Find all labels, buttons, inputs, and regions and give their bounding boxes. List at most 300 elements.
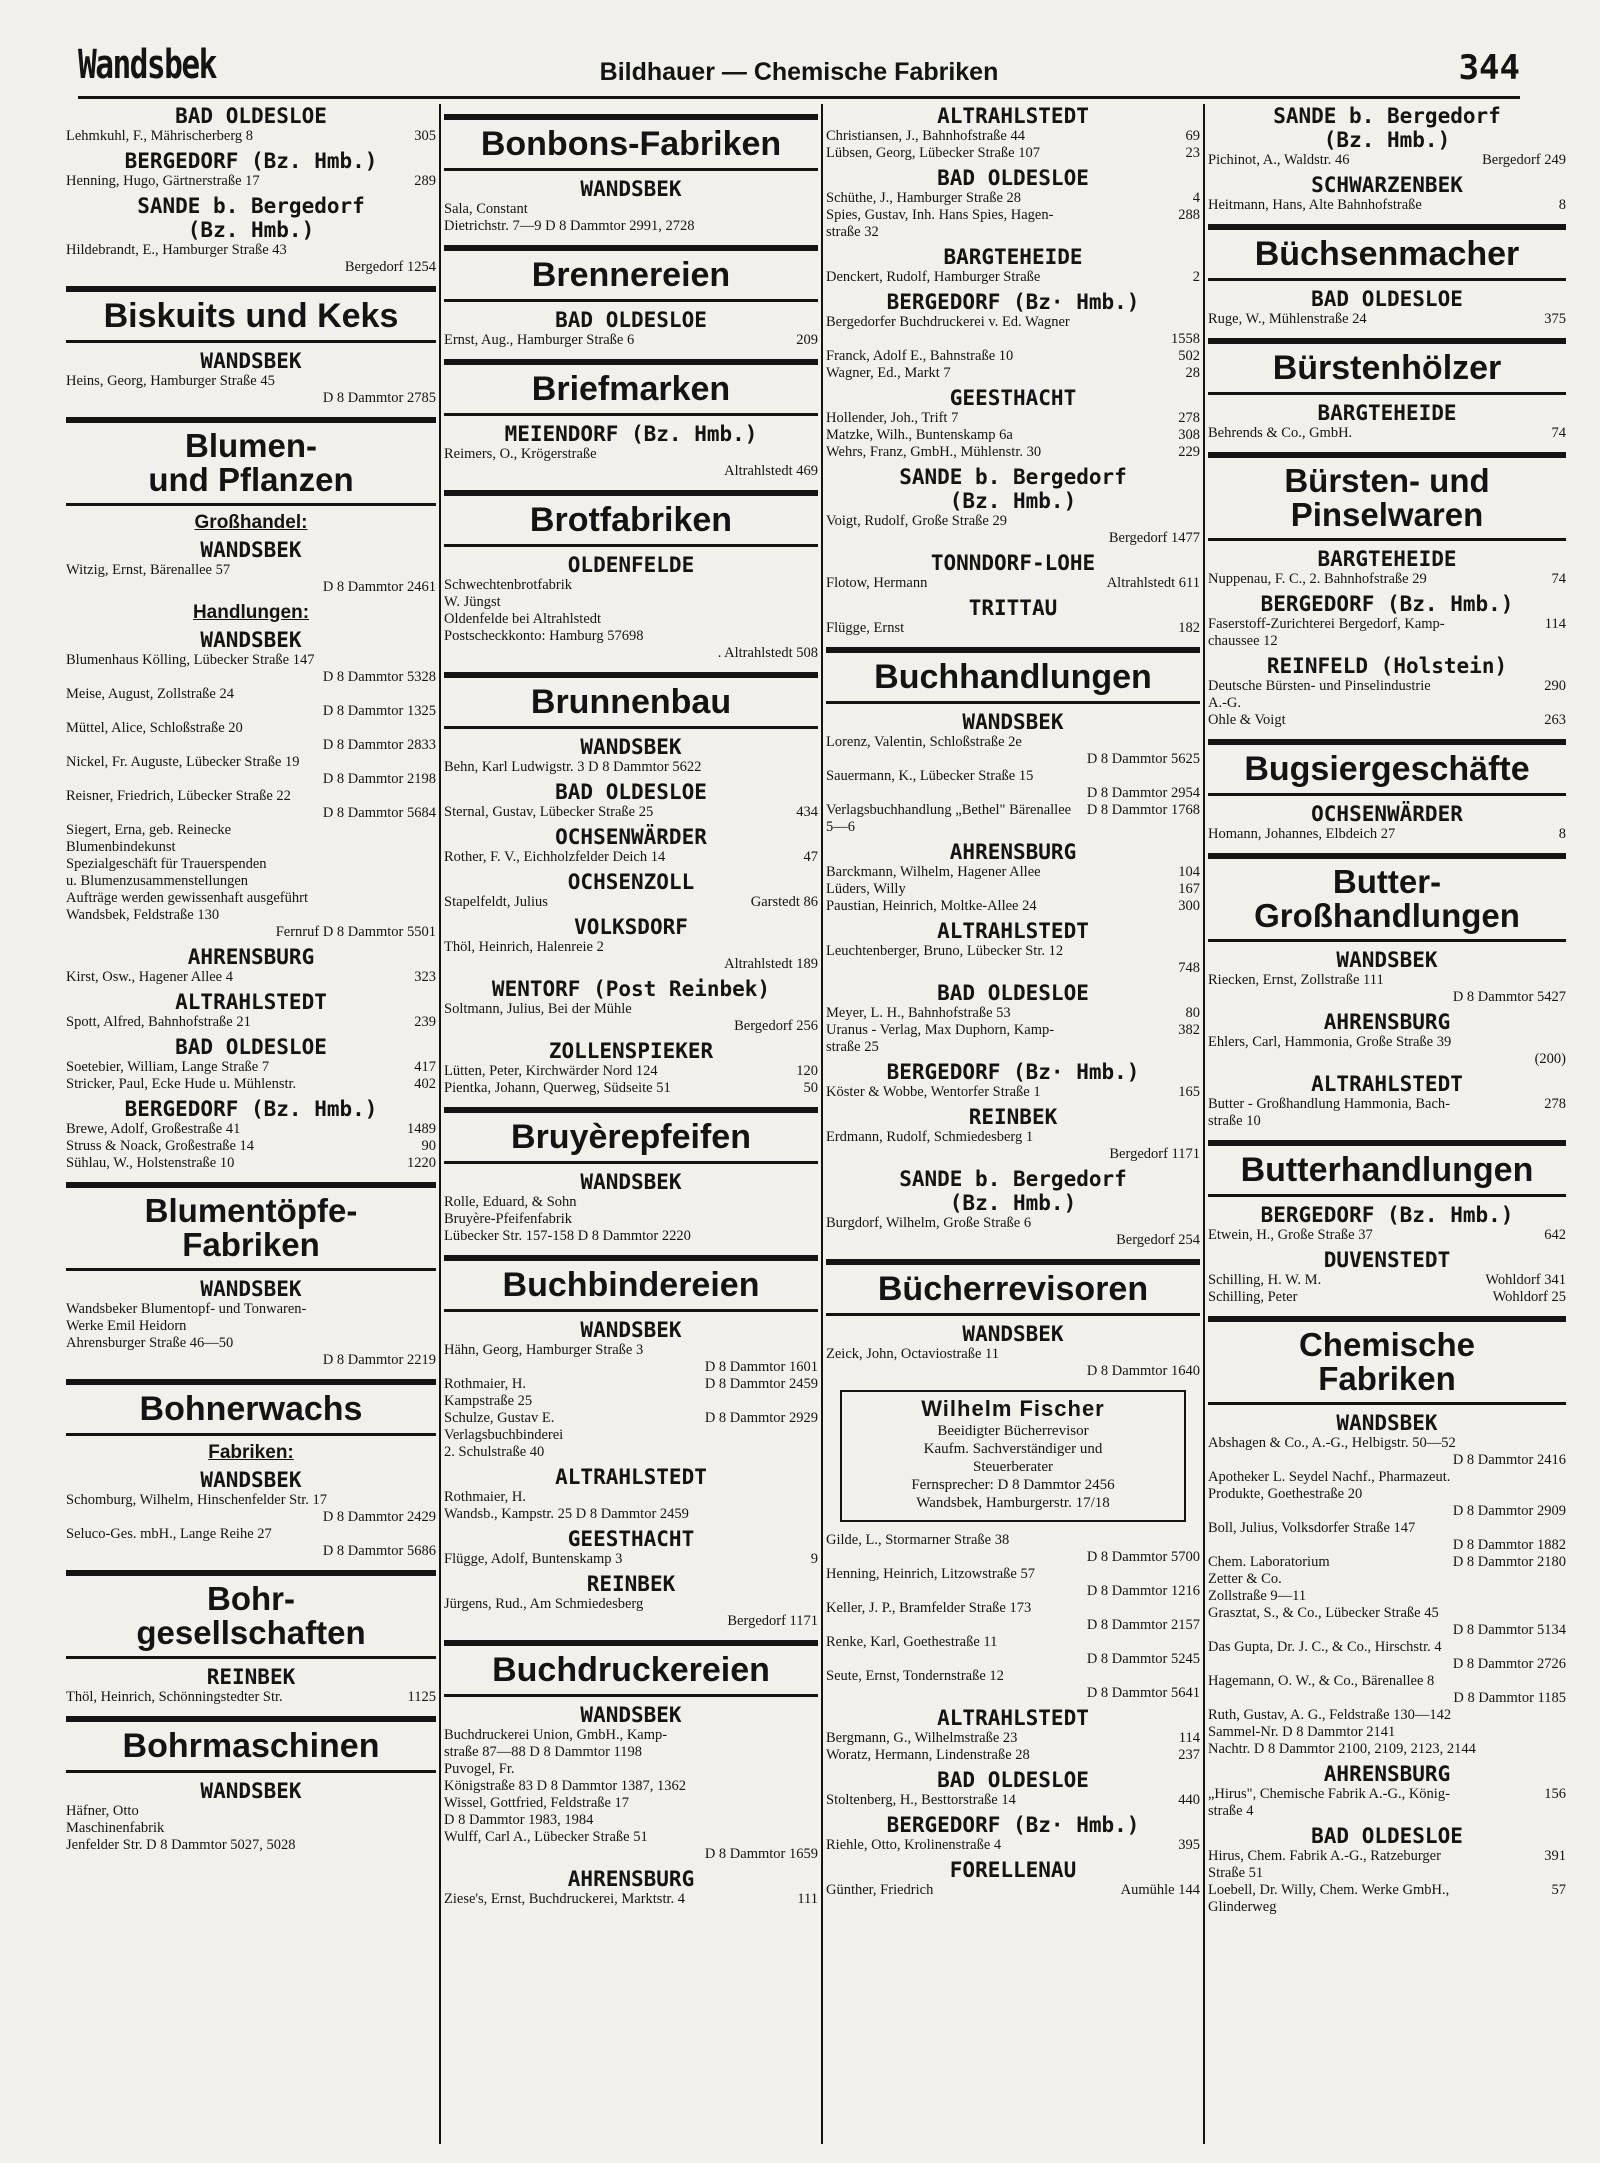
directory-entry bbox=[826, 1084, 1200, 1101]
city-heading: AHRENSBURG bbox=[567, 1867, 695, 1891]
directory-entry bbox=[66, 754, 436, 788]
entry-phone: D 8 Dammtor 5684 bbox=[322, 805, 436, 821]
directory-entry bbox=[1208, 1227, 1566, 1244]
directory-entry bbox=[826, 348, 1200, 365]
directory-entry bbox=[826, 1005, 1200, 1022]
entry-phone: D 8 Dammtor 1659 bbox=[704, 1846, 818, 1862]
entry-text: Franck, Adolf E., Bahnstraße 10 bbox=[826, 348, 1014, 364]
directory-entry bbox=[1208, 1554, 1566, 1605]
entry-phone: Altrahlstedt 469 bbox=[724, 463, 818, 479]
entry-number: 50 bbox=[803, 1080, 818, 1096]
entry-number: 290 bbox=[1544, 678, 1566, 694]
city-heading: BERGEDORF (Bz. Hmb.) bbox=[124, 149, 378, 173]
running-head-range: Bildhauer — Chemische Fabriken bbox=[599, 58, 999, 86]
directory-entry bbox=[826, 1668, 1200, 1702]
entry-phone: Bergedorf 1254 bbox=[344, 259, 436, 275]
entry-phone: D 8 Dammtor 1185 bbox=[1453, 1690, 1566, 1706]
entry-number: 74 bbox=[1551, 571, 1566, 587]
entry-text: Lüders, Willy bbox=[826, 881, 906, 897]
directory-entry bbox=[1208, 826, 1566, 843]
city-heading: BAD OLDESLOE bbox=[555, 308, 707, 332]
directory-entry bbox=[66, 1059, 436, 1076]
entry-number: D 8 Dammtor 2180 bbox=[1452, 1554, 1566, 1570]
entry-text: Kirst, Osw., Hagener Allee 4 bbox=[66, 969, 233, 985]
entry-text: Hollender, Joh., Trift 7 bbox=[826, 410, 959, 426]
entry-number: 74 bbox=[1551, 425, 1566, 441]
directory-entry bbox=[66, 242, 436, 276]
directory-entry bbox=[444, 1551, 818, 1568]
section-title: Buchhandlungen bbox=[826, 647, 1200, 704]
entry-text: Apotheker L. Seydel Nachf., Pharmazeut. Produkte, Goethestraße 20 bbox=[1208, 1469, 1451, 1502]
page-header bbox=[78, 40, 1520, 92]
entry-phone: D 8 Dammtor 5641 bbox=[1086, 1685, 1200, 1701]
entry-text: Heins, Georg, Hamburger Straße 45 bbox=[66, 373, 275, 389]
entry-phone: D 8 Dammtor 2909 bbox=[1452, 1503, 1566, 1519]
city-heading: BARGTEHEIDE bbox=[943, 245, 1083, 269]
city-heading: BAD OLDESLOE bbox=[1311, 287, 1463, 311]
directory-entry bbox=[1208, 152, 1566, 169]
entry-phone: D 8 Dammtor 5700 bbox=[1086, 1549, 1200, 1565]
entry-text: Das Gupta, Dr. J. C., & Co., Hirschstr. 4 bbox=[1208, 1639, 1442, 1655]
entry-number: 69 bbox=[1185, 128, 1200, 144]
header-rule bbox=[78, 96, 1520, 99]
directory-entry bbox=[1208, 1034, 1566, 1068]
city-heading: OCHSENZOLL bbox=[567, 870, 695, 894]
entry-number: 23 bbox=[1185, 145, 1200, 161]
entry-text: Sala, Constant Dietrichstr. 7—9 D 8 Dammtor 2991, 2728 bbox=[444, 201, 695, 234]
entry-number: 9 bbox=[810, 1551, 818, 1567]
page-number: 344 bbox=[1458, 48, 1520, 88]
entry-text: Leuchtenberger, Bruno, Lübecker Str. 12 bbox=[826, 943, 1064, 959]
directory-entry bbox=[1208, 1707, 1566, 1758]
city-heading: ALTRAHLSTEDT bbox=[555, 1465, 707, 1489]
section-title: Bürsten- und Pinselwaren bbox=[1208, 452, 1566, 541]
directory-entry bbox=[826, 1730, 1200, 1747]
entry-number: 2 bbox=[1192, 269, 1200, 285]
entry-phone: D 8 Dammtor 1216 bbox=[1086, 1583, 1200, 1599]
directory-entry bbox=[444, 1001, 818, 1035]
entry-number: 90 bbox=[421, 1138, 436, 1154]
city-heading: BAD OLDESLOE bbox=[937, 1768, 1089, 1792]
directory-entry bbox=[826, 314, 1200, 348]
entry-phone: D 8 Dammtor 2219 bbox=[322, 1352, 436, 1368]
entry-text: Witzig, Ernst, Bärenallee 57 bbox=[66, 562, 231, 578]
column-divider bbox=[1203, 104, 1205, 2144]
entry-text: Soltmann, Julius, Bei der Mühle bbox=[444, 1001, 632, 1017]
entry-number: 402 bbox=[414, 1076, 436, 1092]
directory-entry bbox=[444, 849, 818, 866]
city-heading: WANDSBEK bbox=[962, 710, 1064, 734]
entry-number: 1220 bbox=[407, 1155, 436, 1171]
entry-number: 1125 bbox=[407, 1689, 436, 1705]
city-heading: WANDSBEK bbox=[200, 349, 302, 373]
directory-entry bbox=[826, 1532, 1200, 1566]
entry-text: Voigt, Rudolf, Große Straße 29 bbox=[826, 513, 1007, 529]
entry-text: Loebell, Dr. Willy, Chem. Werke GmbH., Glinderweg bbox=[1208, 1882, 1450, 1915]
entry-number: Wohldorf 341 bbox=[1485, 1272, 1566, 1288]
entry-phone: D 8 Dammtor 2785 bbox=[322, 390, 436, 406]
entry-text: Köster & Wobbe, Wentorfer Straße 1 bbox=[826, 1084, 1041, 1100]
city-heading: OCHSENWÄRDER bbox=[1311, 802, 1463, 826]
entry-text: Seute, Ernst, Tondernstraße 12 bbox=[826, 1668, 1004, 1684]
city-heading: BAD OLDESLOE bbox=[937, 981, 1089, 1005]
entry-number: 395 bbox=[1178, 1837, 1200, 1853]
entry-text: Lütten, Peter, Kirchwärder Nord 124 bbox=[444, 1063, 658, 1079]
directory-entry bbox=[66, 1689, 436, 1706]
directory-entry bbox=[444, 939, 818, 973]
entry-text: Sternal, Gustav, Lübecker Straße 25 bbox=[444, 804, 654, 820]
city-heading: BAD OLDESLOE bbox=[937, 166, 1089, 190]
entry-phone: D 8 Dammtor 5625 bbox=[1086, 751, 1200, 767]
city-heading: WANDSBEK bbox=[200, 628, 302, 652]
city-heading: AHRENSBURG bbox=[949, 840, 1077, 864]
entry-text: Homann, Johannes, Elbdeich 27 bbox=[1208, 826, 1396, 842]
entry-number: 391 bbox=[1544, 1848, 1566, 1864]
entry-phone: D 8 Dammtor 2954 bbox=[1086, 785, 1200, 801]
city-heading: WANDSBEK bbox=[580, 735, 682, 759]
directory-entry bbox=[66, 1301, 436, 1369]
city-heading: WANDSBEK bbox=[200, 538, 302, 562]
directory-entry bbox=[444, 1829, 818, 1863]
entry-number: Garstedt 86 bbox=[750, 894, 818, 910]
directory-entry bbox=[826, 1022, 1200, 1056]
directory-entry bbox=[1208, 1605, 1566, 1639]
directory-entry bbox=[1208, 1272, 1566, 1289]
entry-text: Heitmann, Hans, Alte Bahnhofstraße bbox=[1208, 197, 1422, 213]
entry-text: Buchdruckerei Union, GmbH., Kamp- straße 87—88 D 8 Dammtor 1198 bbox=[444, 1727, 668, 1760]
directory-entry bbox=[66, 788, 436, 822]
entry-text: Thöl, Heinrich, Schönningstedter Str. bbox=[66, 1689, 283, 1705]
entry-phone: D 8 Dammtor 2429 bbox=[322, 1509, 436, 1525]
entry-text: Riehle, Otto, Krolinenstraße 4 bbox=[826, 1837, 1002, 1853]
entry-text: Flotow, Hermann bbox=[826, 575, 928, 591]
entry-text: Woratz, Hermann, Lindenstraße 28 bbox=[826, 1747, 1030, 1763]
entry-number: 114 bbox=[1178, 1730, 1200, 1746]
entry-text: Thöl, Heinrich, Halenreie 2 bbox=[444, 939, 604, 955]
entry-text: Henning, Hugo, Gärtnerstraße 17 bbox=[66, 173, 260, 189]
city-heading: MEIENDORF (Bz. Hmb.) bbox=[504, 422, 758, 446]
entry-text: Etwein, H., Große Straße 37 bbox=[1208, 1227, 1373, 1243]
city-heading: AHRENSBURG bbox=[1323, 1010, 1451, 1034]
entry-phone: D 8 Dammtor 5328 bbox=[322, 669, 436, 685]
city-heading: ALTRAHLSTEDT bbox=[937, 104, 1089, 128]
entry-phone: 1558 bbox=[1171, 331, 1200, 347]
city-heading: ALTRAHLSTEDT bbox=[937, 1706, 1089, 1730]
entry-text: Wissel, Gottfried, Feldstraße 17 D 8 Dammtor 1983, 1984 bbox=[444, 1795, 630, 1828]
column-2 bbox=[444, 104, 818, 2144]
city-heading: REINBEK bbox=[968, 1105, 1058, 1129]
directory-entry bbox=[826, 943, 1200, 977]
section-title: Briefmarken bbox=[444, 359, 818, 416]
city-heading: SANDE b. Bergedorf (Bz. Hmb.) bbox=[137, 194, 365, 242]
entry-text: Chem. Laboratorium Zetter & Co. Zollstraße 9—11 bbox=[1208, 1554, 1330, 1604]
entry-number: 104 bbox=[1178, 864, 1200, 880]
entry-number: 47 bbox=[803, 849, 818, 865]
entry-text: Rother, F. V., Eichholzfelder Deich 14 bbox=[444, 849, 666, 865]
directory-entry bbox=[1208, 1096, 1566, 1130]
entry-text: Brewe, Adolf, Großestraße 41 bbox=[66, 1121, 241, 1137]
directory-entry bbox=[444, 804, 818, 821]
directory-entry bbox=[1208, 1469, 1566, 1520]
entry-number: 165 bbox=[1178, 1084, 1200, 1100]
column-divider bbox=[821, 104, 823, 2144]
city-heading: WENTORF (Post Reinbek) bbox=[491, 977, 771, 1001]
entry-text: Wandsbeker Blumentopf- und Tonwaren- Werke Emil Heidorn Ahrensburger Straße 46—50 bbox=[66, 1301, 307, 1351]
entry-text: Spies, Gustav, Inh. Hans Spies, Hagen- straße 32 bbox=[826, 207, 1054, 240]
city-heading: ALTRAHLSTEDT bbox=[937, 919, 1089, 943]
directory-entry bbox=[444, 1891, 818, 1908]
city-heading: WANDSBEK bbox=[200, 1468, 302, 1492]
entry-number: 8 bbox=[1558, 826, 1566, 842]
city-heading: REINBEK bbox=[206, 1665, 296, 1689]
section-title: Bürstenhölzer bbox=[1208, 338, 1566, 395]
entry-number: 229 bbox=[1178, 444, 1200, 460]
directory-entry bbox=[1208, 1289, 1566, 1306]
section-title: Butter- Großhandlungen bbox=[1208, 853, 1566, 942]
directory-entry bbox=[826, 207, 1200, 241]
entry-phone: D 8 Dammtor 2833 bbox=[322, 737, 436, 753]
entry-number: 263 bbox=[1544, 712, 1566, 728]
directory-entry bbox=[826, 145, 1200, 162]
city-heading: SCHWARZENBEK bbox=[1311, 173, 1463, 197]
entry-text: Seluco-Ges. mbH., Lange Reihe 27 bbox=[66, 1526, 272, 1542]
directory-entry bbox=[826, 365, 1200, 382]
city-heading: ALTRAHLSTEDT bbox=[175, 990, 327, 1014]
entry-phone: Bergedorf 1171 bbox=[1109, 1146, 1200, 1162]
entry-phone: D 8 Dammtor 1325 bbox=[322, 703, 436, 719]
entry-text: Wehrs, Franz, GmbH., Mühlenstr. 30 bbox=[826, 444, 1042, 460]
entry-text: Abshagen & Co., A.-G., Helbigstr. 50—52 bbox=[1208, 1435, 1456, 1451]
section-title: Bücherrevisoren bbox=[826, 1259, 1200, 1316]
entry-phone: D 8 Dammtor 2416 bbox=[1452, 1452, 1566, 1468]
entry-text: Burgdorf, Wilhelm, Große Straße 6 bbox=[826, 1215, 1032, 1231]
directory-entry bbox=[66, 1526, 436, 1560]
entry-number: 156 bbox=[1544, 1786, 1566, 1802]
section-title: Buchbindereien bbox=[444, 1255, 818, 1312]
directory-entry bbox=[1208, 616, 1566, 650]
directory-entry bbox=[1208, 1520, 1566, 1554]
directory-entry bbox=[1208, 311, 1566, 328]
entry-text: Gilde, L., Stormarner Straße 38 bbox=[826, 1532, 1010, 1548]
entry-text: Bergmann, G., Wilhelmstraße 23 bbox=[826, 1730, 1018, 1746]
entry-text: Müttel, Alice, Schloßstraße 20 bbox=[66, 720, 243, 736]
entry-text: Boll, Julius, Volksdorfer Straße 147 bbox=[1208, 1520, 1416, 1536]
city-heading: BERGEDORF (Bz· Hmb.) bbox=[886, 290, 1140, 314]
directory-entry bbox=[1208, 1786, 1566, 1820]
entry-text: Henning, Heinrich, Litzowstraße 57 bbox=[826, 1566, 1035, 1582]
entry-text: Schüthe, J., Hamburger Straße 28 bbox=[826, 190, 1022, 206]
entry-number: 300 bbox=[1178, 898, 1200, 914]
entry-text: Flügge, Adolf, Buntenskamp 3 bbox=[444, 1551, 623, 1567]
directory-entry bbox=[826, 1129, 1200, 1163]
entry-number: 375 bbox=[1544, 311, 1566, 327]
directory-entry bbox=[826, 802, 1200, 836]
entry-text: Uranus - Verlag, Max Duphorn, Kamp- straße 25 bbox=[826, 1022, 1055, 1055]
directory-entry bbox=[1208, 571, 1566, 588]
entry-text: Keller, J. P., Bramfelder Straße 173 bbox=[826, 1600, 1032, 1616]
city-heading: BERGEDORF (Bz. Hmb.) bbox=[1260, 592, 1514, 616]
entry-phone: Bergedorf 256 bbox=[734, 1018, 818, 1034]
directory-entry bbox=[66, 562, 436, 596]
advertisement-box bbox=[840, 1390, 1186, 1522]
city-heading: AHRENSBURG bbox=[1323, 1762, 1451, 1786]
entry-number: 440 bbox=[1178, 1792, 1200, 1808]
entry-text: Ruth, Gustav, A. G., Feldstraße 130—142 Sammel-Nr. D 8 Dammtor 2141 Nachtr. D 8 Dammtor 2100, 2109, 2123, 2144 bbox=[1208, 1707, 1476, 1757]
entry-text: Jürgens, Rud., Am Schmiedesberg bbox=[444, 1596, 644, 1612]
directory-entry bbox=[444, 332, 818, 349]
city-heading: BERGEDORF (Bz. Hmb.) bbox=[1260, 1203, 1514, 1227]
section-title: Bohrmaschinen bbox=[66, 1716, 436, 1773]
city-heading: WANDSBEK bbox=[200, 1779, 302, 1803]
entry-text: „Hirus", Chemische Fabrik A.-G., König- straße 4 bbox=[1208, 1786, 1450, 1819]
directory-entry bbox=[826, 1600, 1200, 1634]
city-heading: BERGEDORF (Bz· Hmb.) bbox=[886, 1060, 1140, 1084]
section-title: Butterhandlungen bbox=[1208, 1140, 1566, 1197]
entry-number: 57 bbox=[1551, 1882, 1566, 1898]
entry-text: Ehlers, Carl, Hammonia, Große Straße 39 bbox=[1208, 1034, 1452, 1050]
entry-number: 111 bbox=[797, 1891, 818, 1907]
entry-text: Renke, Karl, Goethestraße 11 bbox=[826, 1634, 998, 1650]
entry-text: Ernst, Aug., Hamburger Straße 6 bbox=[444, 332, 635, 348]
section-title: Biskuits und Keks bbox=[66, 286, 436, 343]
entry-number: 120 bbox=[796, 1063, 818, 1079]
entry-phone: Bergedorf 1171 bbox=[727, 1613, 818, 1629]
directory-columns bbox=[66, 104, 1566, 2144]
entry-text: Schulze, Gustav E. Verlagsbuchbinderei 2. Schulstraße 40 bbox=[444, 1410, 564, 1460]
section-title: Brotfabriken bbox=[444, 490, 818, 547]
entry-text: Riecken, Ernst, Zollstraße 111 bbox=[1208, 972, 1384, 988]
directory-entry bbox=[66, 969, 436, 986]
directory-entry bbox=[444, 577, 818, 662]
city-heading: GEESTHACHT bbox=[567, 1527, 695, 1551]
subsection-heading: Großhandel: bbox=[194, 512, 308, 533]
directory-entry bbox=[66, 686, 436, 720]
entry-number: 28 bbox=[1185, 365, 1200, 381]
entry-text: Ruge, W., Mühlenstraße 24 bbox=[1208, 311, 1367, 327]
advertiser-name: Wilhelm Fischer bbox=[921, 1396, 1105, 1421]
entry-number: 642 bbox=[1544, 1227, 1566, 1243]
city-heading: BARGTEHEIDE bbox=[1317, 547, 1457, 571]
entry-number: 278 bbox=[1178, 410, 1200, 426]
directory-entry bbox=[1208, 1639, 1566, 1673]
directory-entry bbox=[444, 1342, 818, 1376]
entry-text: Faserstoff-Zurichterei Bergedorf, Kamp- chaussee 12 bbox=[1208, 616, 1445, 649]
entry-number: 167 bbox=[1178, 881, 1200, 897]
city-heading: WANDSBEK bbox=[1336, 1411, 1438, 1435]
city-heading: WANDSBEK bbox=[1336, 948, 1438, 972]
entry-number: Altrahlstedt 611 bbox=[1106, 575, 1200, 591]
directory-entry bbox=[444, 1795, 818, 1829]
directory-entry bbox=[66, 822, 436, 941]
section-title: Blumentöpfe- Fabriken bbox=[66, 1182, 436, 1271]
entry-number: 323 bbox=[414, 969, 436, 985]
section-title: Bohnerwachs bbox=[66, 1379, 436, 1436]
entry-text: Blumenhaus Kölling, Lübecker Straße 147 bbox=[66, 652, 315, 668]
city-heading: WANDSBEK bbox=[580, 1703, 682, 1727]
entry-number: Bergedorf 249 bbox=[1482, 152, 1566, 168]
entry-phone: D 8 Dammtor 1882 bbox=[1452, 1537, 1566, 1553]
column-4 bbox=[1208, 104, 1566, 2144]
directory-entry bbox=[444, 1727, 818, 1761]
entry-number: 239 bbox=[414, 1014, 436, 1030]
entry-text: Spott, Alfred, Bahnhofstraße 21 bbox=[66, 1014, 251, 1030]
entry-text: Günther, Friedrich bbox=[826, 1882, 934, 1898]
entry-text: Lübsen, Georg, Lübecker Straße 107 bbox=[826, 145, 1040, 161]
directory-entry bbox=[826, 513, 1200, 547]
entry-number: 288 bbox=[1178, 207, 1200, 223]
entry-text: Reimers, O., Krögerstraße bbox=[444, 446, 597, 462]
directory-entry bbox=[444, 1063, 818, 1080]
directory-entry bbox=[444, 1194, 818, 1245]
section-title: Brunnenbau bbox=[444, 672, 818, 729]
directory-entry bbox=[444, 1410, 818, 1461]
directory-entry bbox=[1208, 678, 1566, 712]
entry-number: 182 bbox=[1178, 620, 1200, 636]
directory-entry bbox=[1208, 712, 1566, 729]
directory-entry bbox=[66, 1138, 436, 1155]
entry-text: Sauermann, K., Lübecker Straße 15 bbox=[826, 768, 1034, 784]
column-divider bbox=[439, 104, 441, 2144]
entry-text: Soetebier, William, Lange Straße 7 bbox=[66, 1059, 270, 1075]
city-heading: SANDE b. Bergedorf (Bz. Hmb.) bbox=[899, 1167, 1127, 1215]
subsection-heading: Fabriken: bbox=[208, 1442, 294, 1463]
city-heading: TRITTAU bbox=[968, 596, 1058, 620]
city-heading: OLDENFELDE bbox=[567, 553, 695, 577]
entry-phone: D 8 Dammtor 2198 bbox=[322, 771, 436, 787]
directory-entry bbox=[444, 1761, 818, 1795]
city-heading: BAD OLDESLOE bbox=[175, 1035, 327, 1059]
city-heading: WANDSBEK bbox=[200, 1277, 302, 1301]
entry-text: Rothmaier, H. Kampstraße 25 bbox=[444, 1376, 533, 1409]
directory-entry bbox=[826, 410, 1200, 427]
city-heading: REINBEK bbox=[586, 1572, 676, 1596]
city-heading: DUVENSTEDT bbox=[1323, 1248, 1451, 1272]
entry-text: Christiansen, J., Bahnhofstraße 44 bbox=[826, 128, 1025, 144]
entry-text: Nickel, Fr. Auguste, Lübecker Straße 19 bbox=[66, 754, 300, 770]
entry-text: Stricker, Paul, Ecke Hude u. Mühlenstr. bbox=[66, 1076, 297, 1092]
directory-entry bbox=[66, 1121, 436, 1138]
directory-entry bbox=[826, 1215, 1200, 1249]
city-heading: BERGEDORF (Bz· Hmb.) bbox=[886, 1813, 1140, 1837]
city-heading: ALTRAHLSTEDT bbox=[1311, 1072, 1463, 1096]
directory-entry bbox=[1208, 1848, 1566, 1882]
city-heading: WANDSBEK bbox=[962, 1322, 1064, 1346]
entry-number: 417 bbox=[414, 1059, 436, 1075]
entry-phone: D 8 Dammtor 5427 bbox=[1452, 989, 1566, 1005]
entry-phone: D 8 Dammtor 5134 bbox=[1452, 1622, 1566, 1638]
entry-phone: Altrahlstedt 189 bbox=[724, 956, 818, 972]
entry-phone: D 8 Dammtor 1601 bbox=[704, 1359, 818, 1375]
entry-text: Schwechtenbrotfabrik W. Jüngst Oldenfelde bei Altrahlstedt Postscheckkonto: Hamburg 57698 bbox=[444, 577, 644, 644]
entry-text: Verlagsbuchhandlung „Bethel" Bärenallee 5—6 bbox=[826, 802, 1072, 835]
entry-text: Behn, Karl Ludwigstr. 3 D 8 Dammtor 5622 bbox=[444, 759, 702, 775]
entry-text: Lorenz, Valentin, Schloßstraße 2e bbox=[826, 734, 1022, 750]
directory-entry bbox=[826, 444, 1200, 461]
directory-entry bbox=[826, 427, 1200, 444]
section-title: Büchsenmacher bbox=[1208, 224, 1566, 281]
entry-number: 114 bbox=[1544, 616, 1566, 632]
directory-entry bbox=[826, 734, 1200, 768]
directory-entry bbox=[826, 575, 1200, 592]
directory-entry bbox=[66, 1076, 436, 1093]
directory-entry bbox=[66, 173, 436, 190]
city-heading: BERGEDORF (Bz. Hmb.) bbox=[124, 1097, 378, 1121]
advertisement-text: Beeidigter Bücherrevisor Kaufm. Sachverständiger und Steuerberater Fernsprecher: D 8 Dammtor 2456 Wandsbek, Hamburgerstr. 17/18 bbox=[911, 1423, 1115, 1511]
entry-text: Siegert, Erna, geb. Reinecke Blumenbindekunst Spezialgeschäft für Trauerspenden u. Blumenzusammenstellungen Aufträge werden gewissenhaft ausgeführt Wandsbek, Feldstraße 130 bbox=[66, 822, 308, 923]
entry-text: Bergedorfer Buchdruckerei v. Ed. Wagner bbox=[826, 314, 1070, 330]
entry-text: Deutsche Bürsten- und Pinselindustrie A.-G. bbox=[1208, 678, 1431, 711]
entry-number: 209 bbox=[796, 332, 818, 348]
